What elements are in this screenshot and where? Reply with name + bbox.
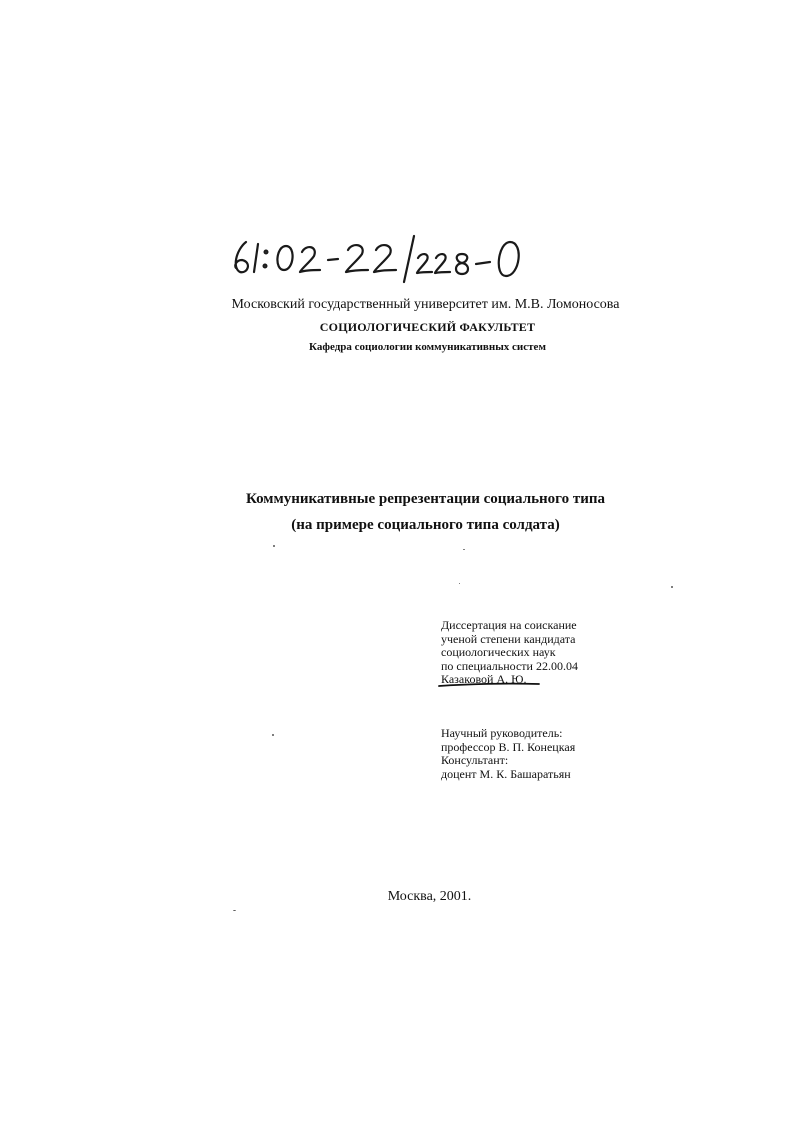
scan-speck (233, 910, 236, 911)
supervision-line: доцент М. К. Башаратьян (441, 766, 571, 781)
dissertation-line: социологических наук (441, 645, 556, 659)
dissertation-title-line-2: (на примере социального типа солдата) (291, 517, 560, 533)
handwritten-archive-code (228, 228, 548, 288)
dissertation-info (441, 619, 578, 687)
handwritten-underline (437, 680, 541, 690)
scan-speck (273, 545, 275, 547)
dissertation-line: по специальности 22.00.04 (441, 658, 578, 673)
city-year: Москва, 2001. (387, 889, 472, 904)
supervision-line: Консультант: (441, 753, 509, 767)
supervision-line: профессор В. П. Конецкая (441, 739, 576, 754)
scan-speck (272, 734, 274, 736)
department-name: Кафедра социологии коммуникативных систем (309, 341, 546, 353)
supervision-info (441, 727, 575, 781)
dissertation-title-line-1: Коммуникативные репрезентации социального типа (245, 491, 606, 507)
supervision-line: Научный руководитель: (441, 726, 563, 740)
faculty-name: СОЦИОЛОГИЧЕСКИЙ ФАКУЛЬТЕТ (319, 320, 536, 334)
university-name: Московский государственный университет им. М.В. Ломоносова (231, 297, 620, 312)
author-name: Казаковой А. Ю. (441, 672, 527, 686)
scan-speck (671, 586, 673, 588)
scan-speck (463, 549, 465, 550)
dissertation-line: Диссертация на соискание (441, 618, 577, 632)
scan-speck (459, 583, 460, 584)
dissertation-line: ученой степени кандидата (441, 631, 576, 646)
